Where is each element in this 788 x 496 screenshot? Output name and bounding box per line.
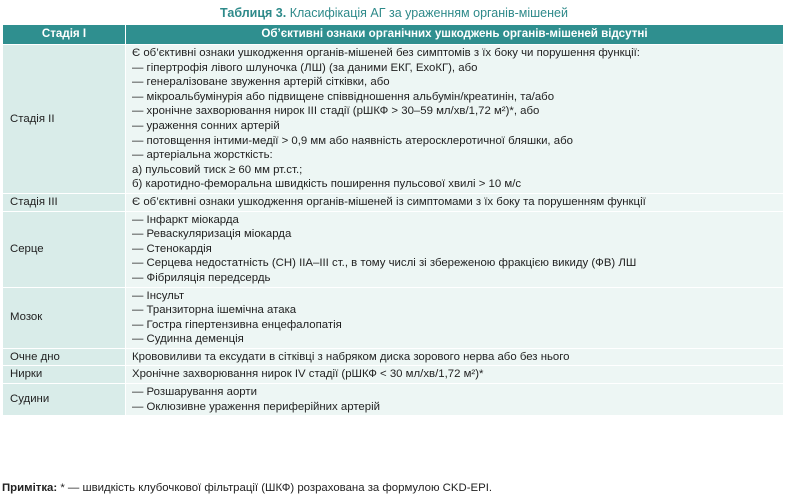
- row-line: — артеріальна жорсткість:: [132, 149, 273, 162]
- row-content: [126, 384, 784, 416]
- row-line: — гіпертрофія лівого шлуночка (ЛШ) (за даними ЕКГ, ЕхоКГ), або: [132, 61, 478, 74]
- header-stage-1-description: Об’єктивні ознаки органічних ушкоджень органів-мішеней відсутні: [126, 25, 784, 45]
- row-line: — Фібриляція передсердь: [132, 271, 271, 284]
- row-line: — генералізоване звуження артерій сітківки, або: [132, 76, 390, 89]
- table-caption: [0, 3, 788, 23]
- table-row: [3, 366, 784, 384]
- row-line: а) пульсовий тиск ≥ 60 мм рт.ст.;: [132, 163, 303, 176]
- row-label: Мозок: [3, 287, 126, 348]
- note-label: Примітка:: [2, 482, 58, 494]
- row-line: — Інфаркт міокарда: [132, 213, 239, 226]
- row-line: — Реваскуляризація міокарда: [132, 228, 292, 241]
- caption-title: Класифікація АГ за ураженням органів-мішеней: [289, 6, 568, 20]
- row-label: Очне дно: [3, 348, 126, 366]
- row-label: Судини: [3, 384, 126, 416]
- classification-table: [2, 24, 784, 416]
- row-label: Стадія III: [3, 193, 126, 211]
- row-line: — Серцева недостатність (СН) IIА–III ст., в тому числі зі збереженою фракцією викиду (ФВ) ЛШ: [132, 257, 637, 270]
- row-line: — Судинна деменція: [132, 333, 244, 346]
- row-content: [126, 287, 784, 348]
- table-body: [3, 45, 784, 416]
- row-line: — Транзиторна ішемічна атака: [132, 304, 297, 317]
- table-row: [3, 384, 784, 416]
- row-line: — Інсульт: [132, 289, 185, 302]
- row-line: — Розшарування аорти: [132, 386, 257, 399]
- row-line: Хронічне захворювання нирок IV стадії (рШКФ < 30 мл/хв/1,72 м²)*: [132, 368, 484, 381]
- row-content: [126, 366, 784, 384]
- table-row: [3, 348, 784, 366]
- row-line: Є об’єктивні ознаки ушкодження органів-мішеней із симптомами з їх боку та порушенням функції: [132, 195, 646, 208]
- row-label: Стадія II: [3, 45, 126, 194]
- row-line: Є об’єктивні ознаки ушкодження органів-мішеней без симптомів з їх боку чи порушення функції:: [132, 47, 640, 59]
- row-content: [126, 193, 784, 211]
- row-line: — хронічне захворювання нирок III стадії (рШКФ > 30–59 мл/хв/1,72 м²)*, або: [132, 105, 540, 118]
- row-line: — Стенокардія: [132, 242, 212, 255]
- header-stage-1: Стадія I: [3, 25, 126, 45]
- table-row: [3, 211, 784, 287]
- row-line: — Гостра гіпертензивна енцефалопатія: [132, 318, 342, 331]
- row-content: [126, 45, 784, 194]
- row-label: Серце: [3, 211, 126, 287]
- row-line: — ураження сонних артерій: [132, 119, 280, 132]
- note-text: * — швидкість клубочкової фільтрації (ШКФ) розрахована за формулою CKD-EPI.: [57, 482, 493, 494]
- row-content: [126, 348, 784, 366]
- row-line: б) каротидно-феморальна швидкість поширення пульсової хвилі > 10 м/с: [132, 178, 522, 191]
- caption-number: Таблиця 3.: [220, 6, 287, 20]
- table-header-row: [3, 25, 784, 45]
- row-line: — потовщення інтими-медії > 0,9 мм або наявність атеросклеротичної бляшки, або: [132, 134, 573, 147]
- table-row: [3, 287, 784, 348]
- row-line: Крововиливи та ексудати в сітківці з набряком диска зорового нерва або без нього: [132, 350, 570, 363]
- table-row: [3, 193, 784, 211]
- row-label: Нирки: [3, 366, 126, 384]
- table-row: [3, 45, 784, 194]
- row-line: — мікроальбумінурія або підвищене співвідношення альбумін/креатинін, та/або: [132, 90, 555, 103]
- row-content: [126, 211, 784, 287]
- row-line: — Оклюзивне ураження периферійних артерій: [132, 400, 380, 413]
- table-note: [2, 481, 492, 495]
